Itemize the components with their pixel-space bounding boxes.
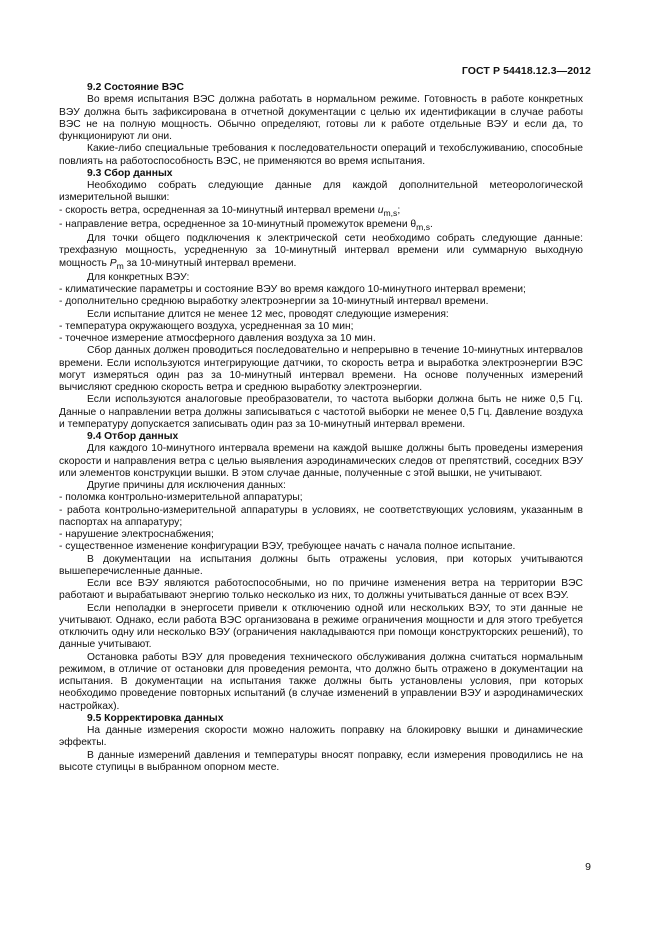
section-9-5-title: 9.5 Корректировка данных <box>87 712 224 724</box>
section-9-4-paragraph: В документации на испытания должны быть отражены условия, при которых учитываются вышеперечисленные данные. <box>59 553 583 577</box>
section-9-5-paragraph: В данные измерений давления и температуры вносят поправку, если измерения проводились не на высоте ступицы в выбранном опорном месте. <box>59 749 583 773</box>
section-9-3-paragraph: Для точки общего подключения к электрической сети необходимо собрать следующие данные: трехфазную мощность, усредненную за 10-минутный интервал времени или суммарную выходную мощность $P_m$ за 10-минутный интервал времени. <box>59 233 583 271</box>
section-9-4-paragraph: Для каждого 10-минутного интервала времени на каждой вышке должны быть проведены измерения скорости и направления ветра с целью выявления аэродинамических следов от препятствий, соседних ВЭУ или элементов конструкции вышки. В этом случае данные, полученные с этой вышки, не учитывают. <box>59 443 583 479</box>
list-item: - существенное изменение конфигурации ВЭУ, требующее начать с начала полное испытание. <box>59 541 516 553</box>
section-9-3-paragraph: Если испытание длится не менее 12 мес, проводят следующие измерения: <box>87 308 449 320</box>
list-item: - направление ветра, осредненное за 10-минутный промежуток времени $\theta_{m,s}$. <box>59 218 433 232</box>
list-item: - точечное измерение атмосферного давления воздуха за 10 мин. <box>59 333 376 345</box>
list-item: - дополнительно среднюю выработку электроэнергии за 10-минутный интервал времени. <box>59 296 489 308</box>
section-9-3-paragraph: Для конкретных ВЭУ: <box>87 271 190 283</box>
section-9-3-paragraph: Если используются аналоговые преобразователи, то частота выборки должна быть не ниже 0,5 Гц. Данные о направлении ветра должны записываться с частотой выборки не менее 0,5 Гц. Давление воздуха и температуру допускается записывать один раз за 10-минутный интервал времени. <box>59 394 583 430</box>
section-9-3-paragraph: Сбор данных должен проводиться последовательно и непрерывно в течение 10-минутных интервалов времени. Если используются интегрирующие датчики, то скорость ветра и выработка электроэнергии ВЭС могут измеряться один раз за 10-минутный интервал времени. На основе полученных измерений вычисляют среднюю скорость ветра и среднюю выработку электроэнергии. <box>59 345 583 394</box>
section-9-4-paragraph: Если все ВЭУ являются работоспособными, но по причине изменения ветра на территории ВЭС работают и вырабатывают энергию только несколько из них, то должны учитываться данные от всех ВЭУ. <box>59 578 583 602</box>
page-number: 9 <box>585 861 591 873</box>
list-item: - нарушение электроснабжения; <box>59 529 214 541</box>
section-9-2-paragraph: Во время испытания ВЭС должна работать в нормальном режиме. Готовность в работе конкретных ВЭУ должна быть зафиксирована в отчетной документации с целью их идентификации в случае работы ВЭС не на полную мощность. Обычно определяют, готовы ли к работе отдельные ВЭУ и если да, то функционируют ли они. <box>59 94 583 142</box>
section-9-2-title: 9.2 Состояние ВЭС <box>87 82 184 93</box>
list-item: - работа контрольно-измерительной аппаратуры в условиях, не соответствующих условиям, указанным в паспортах на аппаратуру; <box>59 504 583 528</box>
section-9-5-paragraph: На данные измерения скорости можно наложить поправку на блокировку вышки и динамические эффекты. <box>59 725 583 749</box>
document-body <box>59 82 583 774</box>
list-item: - скорость ветра, осредненная за 10-минутный интервал времени $u_{m,s}$; <box>59 204 401 218</box>
section-9-3-paragraph: Необходимо собрать следующие данные для каждой дополнительной метеорологической измерительной вышки: <box>59 180 583 204</box>
section-9-4-paragraph: Другие причины для исключения данных: <box>87 480 286 492</box>
list-item: - климатические параметры и состояние ВЭУ во время каждого 10-минутного интервал времени; <box>59 284 526 296</box>
list-item: - температура окружающего воздуха, усредненная за 10 мин; <box>59 320 354 332</box>
section-9-4-paragraph: Если неполадки в энергосети привели к отключению одной или нескольких ВЭУ, то эти данные не учитывают. Однако, если работа ВЭС организована в режиме ограничения мощности и для этого требуется отключить одну или несколько ВЭУ (ограничения накладываются при помощи конструкторских решений), то данные учитывают. <box>59 602 583 651</box>
document-id: ГОСТ Р 54418.12.3—2012 <box>461 65 591 77</box>
section-9-4-paragraph: Остановка работы ВЭУ для проведения технического обслуживания должна считаться нормальным режимом, в отличие от остановки для проведения ремонта, что должно быть отражено в документации на испытания. В документации на испытания также должны быть установлены условия, при которых необходимо проведение повторных испытаний (в случае изменений в управлении ВЭУ и аэродинамических настройках). <box>59 651 583 712</box>
section-9-4-title: 9.4 Отбор данных <box>87 431 179 443</box>
list-item: - поломка контрольно-измерительной аппаратуры; <box>59 492 303 504</box>
section-9-2-paragraph: Какие-либо специальные требования к последовательности операций и техобслуживанию, способные повлиять на работоспособность ВЭС, не применяются во время испытания. <box>59 143 583 167</box>
section-9-3-title: 9.3 Сбор данных <box>87 167 173 179</box>
